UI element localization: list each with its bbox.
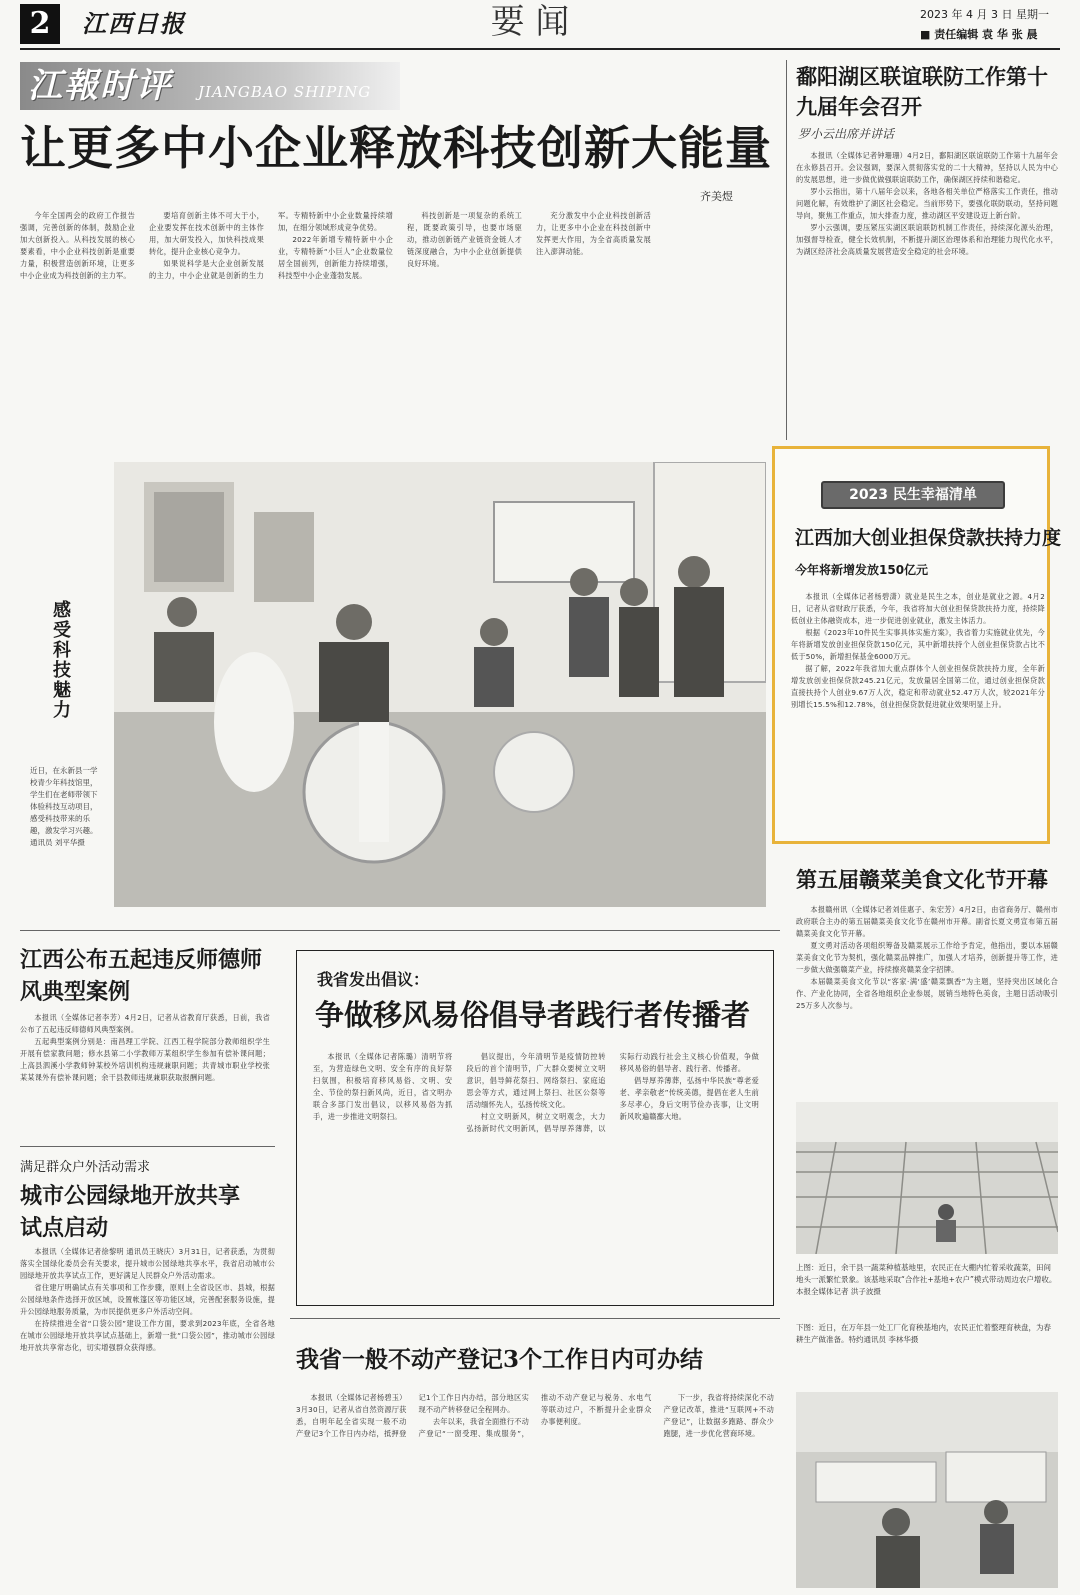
food-headline: 第五届赣菜美食文化节开幕 <box>796 867 1048 892</box>
science-museum-photo <box>114 462 766 907</box>
paragraph: 科技创新是一项复杂的系统工程，既要政策引导，也要市场驱动，推动创新链产业链资金链人才链深度融合，为中小企业创新提供良好环境。 <box>407 211 522 268</box>
parks-body <box>20 1246 275 1586</box>
teacher-headline: 江西公布五起违反师德师风典型案例 <box>20 947 263 1005</box>
parks-kicker: 满足群众户外活动需求 <box>20 1160 151 1175</box>
editors-line: ■ 责任编辑 袁 华 张 晨 <box>920 28 1038 41</box>
paragraph: 要培育创新主体不可大于小，企业要发挥在技术创新中的主体作用，加大研发投入，加快科技成果转化，提升企业核心竞争力。 <box>149 211 264 256</box>
section-rule <box>290 1318 780 1319</box>
customs-kicker: 我省发出倡议： <box>317 970 430 989</box>
paper-name: 江西日报 <box>82 9 186 38</box>
paragraph: 充分激发中小企业科技创新活力，让更多中小企业在科技创新中发挥更大作用，为全省高质量发展注入澎湃动能。 <box>536 211 651 256</box>
paragraph: 倡议提出，今年清明节是疫情防控转段后的首个清明节，广大群众要树立文明意识，倡导鲜花祭扫、网络祭扫、家庭追思会等方式，通过网上祭扫、社区公祭等活动缅怀先人，弘扬传统文化。 <box>466 1052 606 1109</box>
greenhouse-caption-2: 下图：近日，在万年县一处工厂化育秧基地内，农民正忙着整理育秧盘，为春耕生产做准备。特约通讯员 李林华摄 <box>796 1323 1051 1344</box>
paragraph: 在持续推进全省“口袋公园”建设工作方面，要求到2023年底，全省各地在城市公园绿地开放共享试点基础上，新增一批“口袋公园”，推动城市公园绿地开放共享常态化，切实增强群众获得感。 <box>20 1319 275 1352</box>
column-rule <box>786 60 787 440</box>
customs-box <box>296 950 774 1306</box>
paragraph: 五起典型案例分别是：南昌理工学院、江西工程学院部分教师组织学生开展有偿家教问题；修水县第二小学教师万某组织学生参加有偿补课问题；上高县泗溪小学教师钟某校外培训机构违规兼职问题；共青城市职业学校张某某课外有偿补课问题；余干县教师违规兼职获取报酬问题。 <box>20 1037 270 1082</box>
greenhouse-caption-1: 上图：近日，余干县一蔬菜种植基地里，农民正在大棚内忙着采收蔬菜，田间地头一派繁忙景象。该基地采取“合作社+基地+农户”模式带动周边农户增收。本报全媒体记者 洪子波摄 <box>796 1263 1057 1296</box>
paragraph: 本报讯（全媒体记者陈璐）清明节将至，为营造绿色文明、安全有序的良好祭扫氛围，积极培育移风易俗、文明、安全、节俭的祭扫新风尚，近日，省文明办联合多部门发出倡议，以移风易俗为抓手，进一步推进文明祭扫。 <box>313 1052 453 1121</box>
paragraph: 下一步，我省将持续深化不动产登记改革，推进“互联网+不动产登记”，让数据多跑路、群众少跑腿，进一步优化营商环境。 <box>663 1393 774 1438</box>
paragraph: 倡导厚养薄葬，弘扬中华民族“尊老爱老、孝亲敬老”传统美德，提倡在老人生前多尽孝心，身后文明节俭办丧事，让文明新风吹遍赣鄱大地。 <box>619 1076 759 1121</box>
paragraph: 本报讯（全媒体记者杨碧玉）3月30日，记者从省自然资源厅获悉，自明年起全省实现一般不动产登记3个工作日内办结，抵押登记1个工作日内办结，部分地区实现不动产转移登记全程网办。 <box>296 1393 529 1438</box>
customs-body <box>313 1051 759 1299</box>
paragraph: 罗小云指出，第十八届年会以来，各地各相关单位严格落实工作责任，推动问题化解，有效维护了湖区社会稳定。当前形势下，要强化联防联动，坚持问题导向，聚焦工作重点，加大排查力度，推动湖区平安建设迈上新台阶。 <box>796 187 1058 220</box>
paragraph: 本报讯（全媒体记者杨碧潇）就业是民生之本，创业是就业之源。4月2日，记者从省财政厅获悉，今年，我省将加大创业担保贷款扶持力度，持续降低创业主体融资成本，进一步促进创业就业，激发主体活力。 <box>791 592 1045 625</box>
paragraph: 如果说科学是大企业创新发展的主力，中小企业就是创新的生力军。专精特新中小企业数量持续增加，在细分领域形成竞争优势。 <box>149 211 393 280</box>
section-title: 要 闻 <box>490 2 570 42</box>
realestate-body <box>296 1392 774 1588</box>
poyang-body <box>796 150 1058 438</box>
paragraph: 根据《2023年10件民生实事具体实施方案》，我省着力实施就业优先，今年将新增发放创业担保贷款150亿元，其中新增扶持个人创业担保贷款占比不低于50%，新增担保基金6000万元。 <box>791 628 1045 661</box>
realestate-headline: 我省一般不动产登记3个工作日内可办结 <box>296 1346 704 1373</box>
paragraph: 本报讯（全媒体记者钟珊珊）4月2日，鄱阳湖区联谊联防工作第十九届年会在永修县召开。会议强调，要深入贯彻落实党的二十大精神，坚持以人民为中心的发展思想，进一步做优做强联谊联防工作，确保湖区持续和谐稳定。 <box>796 151 1058 184</box>
greenhouse-photo <box>796 1102 1058 1254</box>
commentary-author: 齐美煜 <box>700 190 733 203</box>
issue-date: 2023 年 4 月 3 日 星期一 <box>920 8 1049 21</box>
poyang-headline: 鄱阳湖区联谊联防工作第十九届年会召开 <box>796 64 1048 119</box>
paragraph: 夏文勇对活动各项组织筹备及赣菜展示工作给予肯定，他指出，要以本届赣菜美食文化节为契机，强化赣菜品牌推广，加强人才培养，创新提升等工作，进一步做大做强赣菜产业，持续擦亮赣菜金字招牌。 <box>796 941 1058 974</box>
photo-caption: 近日，在永新县一学校青少年科技馆里，学生们在老师带领下体验科技互动项目，感受科技带来的乐趣，激发学习兴趣。通讯员 刘平华摄 <box>30 766 98 847</box>
commentary-headline: 让更多中小企业释放科技创新大能量 <box>20 121 772 175</box>
masthead-rule <box>20 48 1060 50</box>
greenhouse-illustration <box>796 1102 1058 1254</box>
commentary-text <box>20 210 651 282</box>
section-rule <box>20 1146 275 1147</box>
paragraph: 本报赣州讯（全媒体记者刘佳惠子、朱宏芳）4月2日，由省商务厅、赣州市政府联合主办的第五届赣菜美食文化节在赣州市开幕。副省长夏文勇宣布第五届赣菜美食文化节开幕。 <box>796 905 1058 938</box>
masthead <box>0 0 1080 48</box>
commentary-column-banner <box>20 62 400 110</box>
food-body <box>796 904 1058 1074</box>
livelihood-headline: 江西加大创业担保贷款扶持力度 <box>795 527 1062 549</box>
section-rule <box>20 930 780 931</box>
parks-headline: 城市公园绿地开放共享试点启动 <box>20 1183 241 1241</box>
livelihood-subhead: 今年将新增发放150亿元 <box>795 563 929 577</box>
photo-side-title: 感受科技魅力 <box>50 600 71 720</box>
paragraph: 今年全国两会的政府工作报告强调，完善创新的体制，鼓励企业加大创新投入。从科技发展的核心要素看，中小企业科技创新是重要力量，积极营造创新环境，让更多中小企业成为科技创新的主力军。 <box>20 211 135 280</box>
poyang-subhead: 罗小云出席并讲话 <box>798 127 895 141</box>
paragraph: 本届赣菜美食文化节以“客家·满‘盛’赣菜飘香”为主题，坚持突出区域化合作、产业化协同，全省各地组织企业参展，展销当地特色美食，主题日活动吸引25万多人次参与。 <box>796 977 1058 1010</box>
realestate-text <box>296 1392 774 1440</box>
paragraph: 据了解，2022年我省加大重点群体个人创业担保贷款扶持力度，全年新增发放创业担保贷款245.21亿元，发放量居全国第二位，通过创业担保贷款直接扶持个人创业9.67万人次，稳定和带动就业52.47万人次，较2021年分别增长15.5%和12.78%，创业担保贷款促进就业效果明显上升。 <box>791 664 1045 709</box>
livelihood-body <box>791 591 1045 841</box>
commentary-body <box>20 210 780 440</box>
customs-text <box>313 1051 759 1135</box>
photo-illustration <box>114 462 766 907</box>
column-pinyin: JIANGBAO SHIPING <box>198 83 372 101</box>
livelihood-badge-text: 2023 民生幸福清单 <box>849 487 977 503</box>
column-title: 江報时评 <box>28 66 172 106</box>
paragraph: 本报讯（全媒体记者徐黎明 通讯员王晓庆）3月31日，记者获悉，为贯彻落实全国绿化委员会有关要求，提升城市公园绿地共享水平，我省启动城市公园绿地开放共享试点工作，更好满足人民群众户外活动需求。 <box>20 1247 275 1280</box>
livelihood-badge <box>821 481 1005 509</box>
paragraph: 村立文明新风，树立文明观念，大力弘扬新时代文明新风，倡导厚养薄葬，以实际行动践行社会主义核心价值观，争做移风易俗的倡导者、践行者、传播者。 <box>466 1052 759 1133</box>
livelihood-box <box>772 446 1062 844</box>
page-number: 2 <box>20 4 60 44</box>
customs-headline: 争做移风易俗倡导者践行者传播者 <box>315 998 751 1032</box>
seedling-photo <box>796 1392 1058 1588</box>
paragraph: 2022年新增专精特新中小企业，专精特新“小巨人”企业数量位居全国前列，创新能力持续增强，科技型中小企业蓬勃发展。 <box>278 235 393 280</box>
seedling-illustration <box>796 1392 1058 1588</box>
paragraph: 罗小云强调，要压紧压实湖区联谊联防机制工作责任，持续深化源头治理，加强督导检查，健全长效机制，不断提升湖区治理体系和治理能力现代化水平，为湖区经济社会高质量发展营造安全稳定的社会环境。 <box>796 223 1058 256</box>
paragraph: 省住建厅明确试点有关事项和工作步骤，原则上全省设区市、县城，根据公园绿地条件选择开放区域，设置帐篷区等功能区域，完善配套服务设施，提升公园绿地服务质量，为市民提供更多户外活动空间。 <box>20 1283 275 1316</box>
paragraph: 本报讯（全媒体记者李芳）4月2日，记者从省教育厅获悉，日前，我省公布了五起违反师德师风典型案例。 <box>20 1013 270 1034</box>
teacher-body <box>20 1012 270 1138</box>
paragraph: 去年以来，我省全面推行不动产登记“一窗受理、集成服务”，推动不动产登记与税务、水电气等联动过户，不断提升企业群众办事便利度。 <box>418 1393 652 1438</box>
